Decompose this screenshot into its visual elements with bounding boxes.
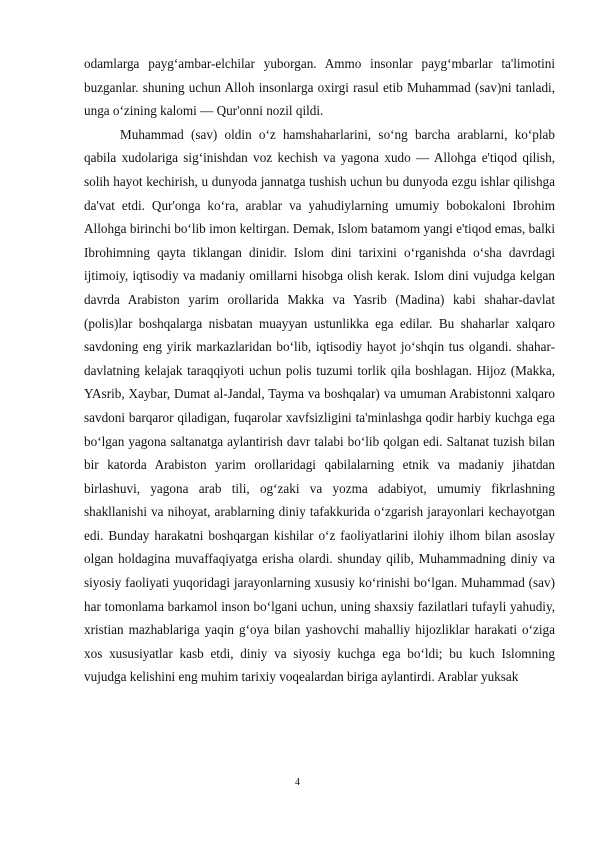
document-body <box>84 52 555 689</box>
page-number: 4 <box>295 777 300 788</box>
paragraph-continuation: odamlarga payg‘ambar-elchilar yuborgan. Ammo insonlar payg‘mbarlar ta'limotini buzganlar. shuning uchun Alloh insonlarga oxirgi rasul etib Muhammad (sav)ni tanladi, unga o‘zining kalomi — Qur'onni nozil qildi. <box>84 56 555 119</box>
paragraph-main: Muhammad (sav) oldin o‘z hamshaharlarini, so‘ng barcha arablarni, ko‘plab qabila xudolariga sig‘inishdan voz kechish va yagona xudo — Allohga e'tiqod qilish, solih hayot kechirish, u dunyoda jannatga tushish uchun bu dunyoda ezgu ishlar qilishga da'vat etdi. Qur'onga ko‘ra, arablar va yahudiylarning umumiy bobokaloni Ibrohim Allohga birinchi bo‘lib imon keltirgan. Demak, Islom batamom yangi e'tiqod emas, balki Ibrohimning qayta tiklangan dinidir. Islom dini tarixini o‘rganishda o‘sha davrdagi ijtimoiy, iqtisodiy va madaniy omillarni hisobga olish kerak. Islom dini vujudga kelgan davrda Arabiston yarim orollarida Makka va Yasrib (Madina) kabi shahar-davlat (polis)lar boshqalarga nisbatan muayyan ustunlikka ega edilar. Bu shaharlar xalqaro savdoning eng yirik markazlaridan bo‘lib, iqtisodiy hayot jo‘shqin tus olgandi. shahar-davlatning kelajak taraqqiyoti uchun polis tuzumi torlik qila boshlagan. Hijoz (Makka, YAsrib, Xaybar, Dumat al-Jandal, Tayma va boshqalar) va umuman Arabistonni xalqaro savdoni barqaror qiladigan, fuqarolar xavfsizligini ta'minlashga qodir harbiy kuchga ega bo‘lgan yagona saltanatga aylantirish davr talabi bo‘lib qolgan edi. Saltanat tuzish bilan bir katorda Arabiston yarim orollaridagi qabilalarning etnik va madaniy jihatdan birlashuvi, yagona arab tili, og‘zaki va yozma adabiyot, umumiy fikrlashning shakllanishi va nihoyat, arablarning diniy tafakkurida o‘zgarish jarayonlari kechayotgan edi. Bunday harakatni boshqargan kishilar o‘z faoliyatlarini ilohiy ilhom bilan asoslay olgan holdagina muvaffaqiyatga erisha olardi. shunday qilib, Muhammadning diniy va siyosiy faoliyati yuqoridagi jarayonlarning xususiy ko‘rinishi bo‘lgan. Muhammad (sav) har tomonlama barkamol inson bo‘lgani uchun, uning shaxsiy fazilatlari tufayli yahudiy, xristian mazhablariga yaqin g‘oya bilan yashovchi mahalliy hijozliklar harakati o‘ziga xos xususiyatlar kasb etdi, diniy va siyosiy kuchga ega bo‘ldi; bu kuch Islomning vujudga kelishini eng muhim tarixiy voqealardan biriga aylantirdi. Arablar yuksak <box>84 126 555 685</box>
